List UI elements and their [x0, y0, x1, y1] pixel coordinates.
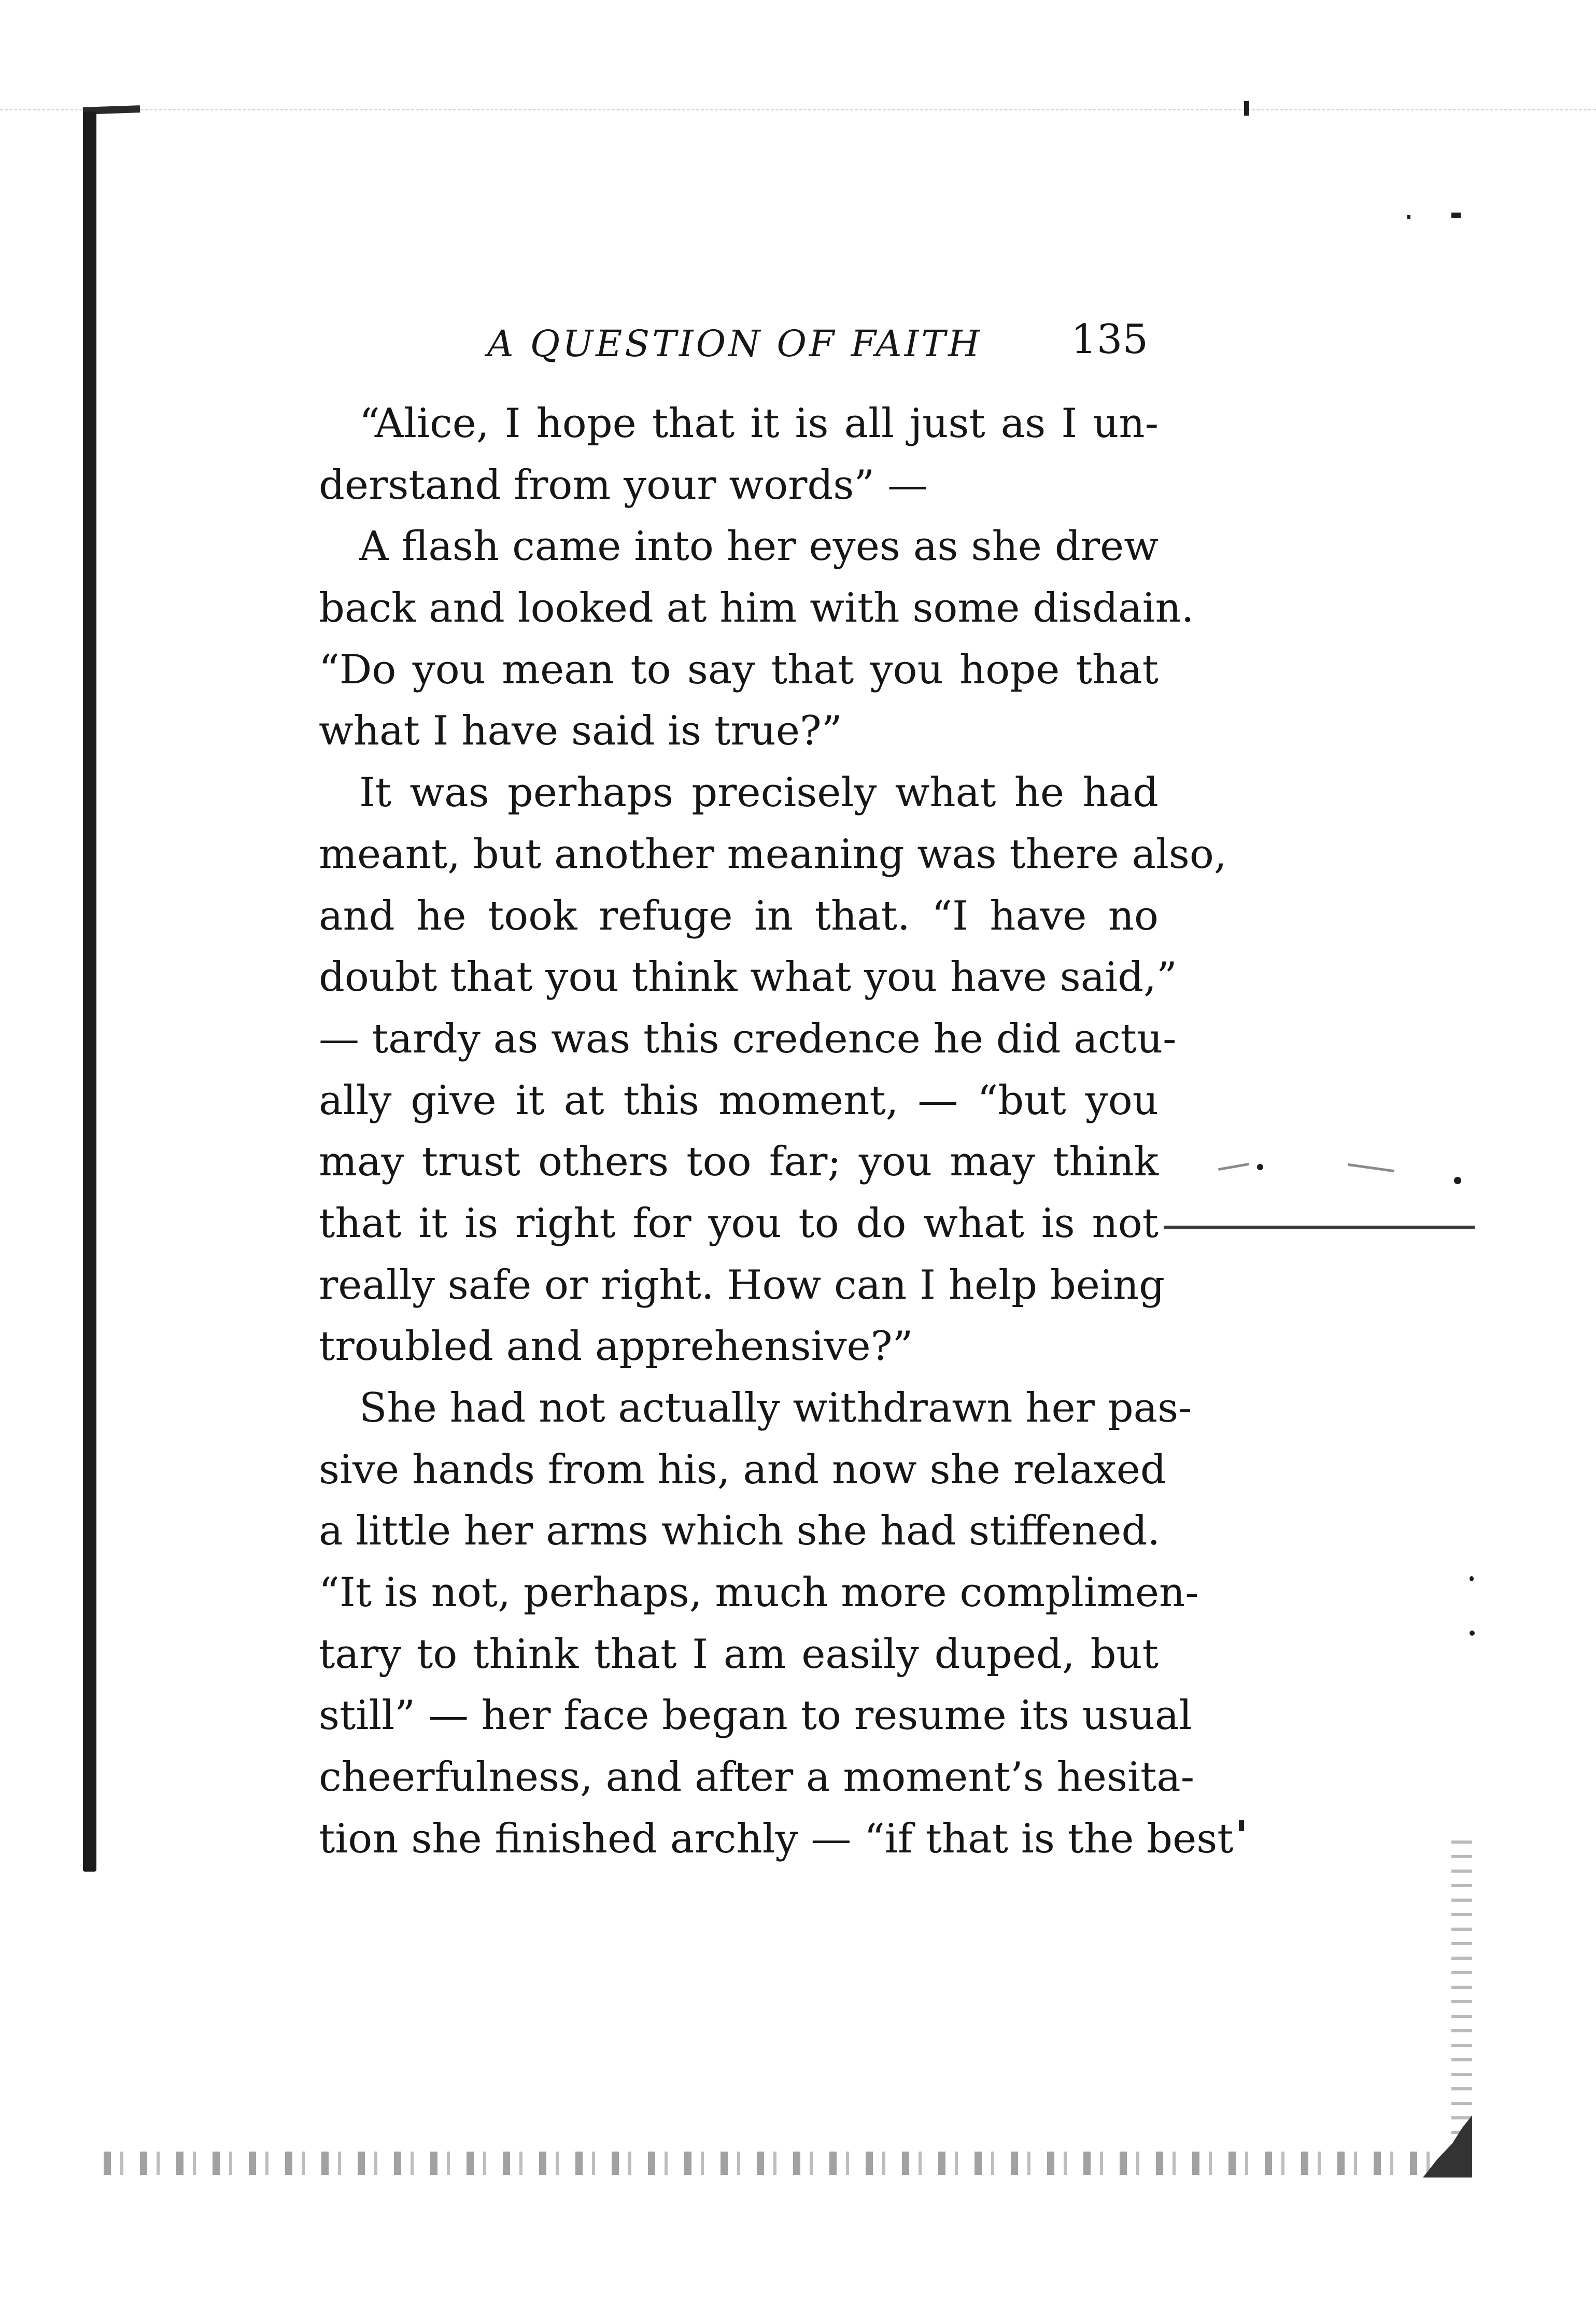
text-line: a little her arms which she had stiffened. [319, 1508, 1161, 1555]
text-line: still” — her face began to resume its usual [319, 1692, 1192, 1739]
text-line: cheerfulness, and after a moment’s hesita- [319, 1754, 1195, 1801]
text-line: A flash came into her eyes as she drew [359, 523, 1159, 570]
binding-shadow [83, 111, 96, 1872]
text-line: really safe or right. How can I help being [319, 1261, 1165, 1309]
text-line: may trust others too far; you may think [319, 1139, 1159, 1186]
text-line: “Do you mean to say that you hope that [319, 646, 1159, 693]
scan-top-edge [0, 109, 1596, 110]
scan-speck [1244, 101, 1249, 116]
text-line: derstand from your words” — [319, 461, 928, 509]
scan-scribble [1348, 1163, 1394, 1172]
text-line: sive hands from his, and now she relaxed [319, 1446, 1166, 1493]
scan-corner-blot [1423, 2115, 1472, 2177]
running-title: A QUESTION OF FAITH [487, 322, 983, 365]
page-header [487, 311, 1148, 368]
page-number: 135 [1071, 316, 1148, 363]
text-line: troubled and apprehensive?” [319, 1323, 913, 1370]
scan-speck [1454, 1177, 1461, 1184]
text-line: She had not actually withdrawn her pas- [359, 1385, 1192, 1431]
scan-speck [1257, 1164, 1263, 1170]
text-line: tion she finished archly — “if that is the best [319, 1815, 1234, 1862]
text-line: what I have said is true?” [319, 708, 842, 755]
text-line: “It is not, perhaps, much more complimen- [319, 1569, 1199, 1617]
text-line: “Alice, I hope that it is all just as I un- [359, 400, 1159, 447]
text-line: and he took refuge in that. “I have no [319, 892, 1159, 939]
scan-speck [1470, 1576, 1474, 1581]
scan-speck [1407, 215, 1410, 219]
text-line: doubt that you think what you have said,” [319, 954, 1177, 1001]
text-line: It was perhaps precisely what he had [359, 769, 1159, 817]
scan-scribble [1218, 1163, 1249, 1171]
scan-rule-line [1164, 1226, 1475, 1229]
scan-speck [1470, 1631, 1475, 1636]
scan-speck [1239, 1820, 1244, 1831]
scan-speck [1451, 213, 1461, 218]
text-line: back and looked at him with some disdain. [319, 585, 1194, 632]
text-line: — tardy as was this credence he did actu- [319, 1015, 1177, 1062]
text-line: ally give it at this moment, — “but you [319, 1077, 1159, 1124]
text-line: meant, but another meaning was there also, [319, 831, 1227, 878]
text-line: tary to think that I am easily duped, but [319, 1631, 1159, 1678]
text-line: that it is right for you to do what is not [319, 1200, 1159, 1247]
scan-bottom-noise [104, 2152, 1472, 2175]
body-text [319, 393, 1234, 1870]
